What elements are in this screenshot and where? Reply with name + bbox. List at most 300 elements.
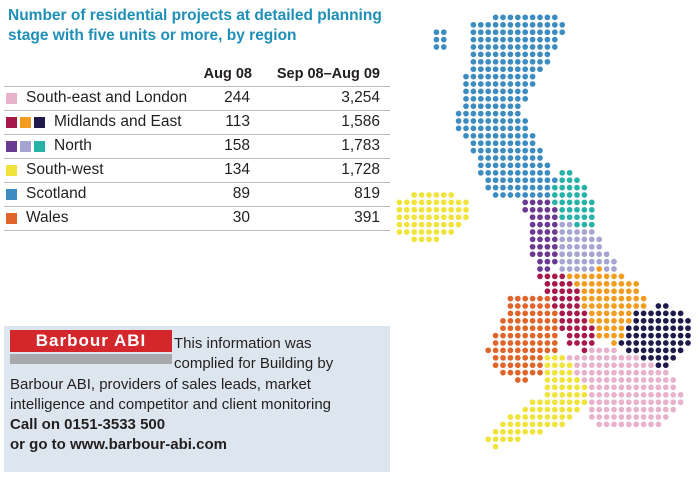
map-dot [508,81,514,87]
map-dot [500,44,506,50]
map-dot [663,325,669,331]
map-dot [493,362,499,368]
map-dot [656,333,662,339]
map-dot [404,207,410,213]
map-dot [508,429,514,435]
map-dot [463,126,469,132]
map-dot [589,237,595,243]
map-dot [508,170,514,176]
map-dot [508,355,514,361]
map-dot [530,22,536,28]
legend-swatch [6,165,17,176]
map-dot [663,355,669,361]
map-dot [663,414,669,420]
map-dot [589,288,595,294]
map-dot [619,325,625,331]
map-dot [567,222,573,228]
map-dot [559,325,565,331]
map-dot [641,303,647,309]
map-dot [582,200,588,206]
map-dot [589,348,595,354]
map-dot [537,340,543,346]
map-dot [552,355,558,361]
map-dot [515,59,521,65]
map-dot [485,29,491,35]
map-dot [626,288,632,294]
map-dot [559,200,565,206]
map-dot [670,399,676,405]
map-dot [582,281,588,287]
map-dot [515,22,521,28]
map-dot [552,311,558,317]
map-dot [574,244,580,250]
map-dot [611,407,617,413]
map-dot [530,429,536,435]
map-dot [552,377,558,383]
map-dot [537,222,543,228]
map-dot [530,414,536,420]
map-dot [663,318,669,324]
map-dot [493,22,499,28]
map-dot [611,355,617,361]
map-dot [559,244,565,250]
map-dot [500,429,506,435]
map-dot [493,59,499,65]
map-dot [411,214,417,220]
map-dot [530,148,536,154]
map-dot [493,148,499,154]
map-dot [559,407,565,413]
map-dot [545,392,551,398]
map-dot [648,325,654,331]
map-dot [508,140,514,146]
map-dot [559,214,565,220]
map-dot [545,15,551,21]
map-dot [574,237,580,243]
map-dot [530,155,536,161]
map-dot [485,89,491,95]
map-dot [611,370,617,376]
map-dot [522,44,528,50]
map-dot [648,377,654,383]
map-dot [582,362,588,368]
map-dot [404,214,410,220]
map-dot [656,348,662,354]
map-dot [589,259,595,265]
map-dot [530,362,536,368]
map-dot [582,251,588,257]
map-dot [448,214,454,220]
map-dot [463,111,469,117]
map-dot [434,214,440,220]
map-dot [530,163,536,169]
map-dot [552,303,558,309]
map-dot [545,407,551,413]
map-dot [596,266,602,272]
map-dot [545,399,551,405]
map-dot [552,325,558,331]
map-dot [582,311,588,317]
map-dot [522,325,528,331]
map-dot [611,348,617,354]
map-dot [559,399,565,405]
map-dot [522,303,528,309]
map-dot [545,192,551,198]
map-dot [663,348,669,354]
map-dot [485,133,491,139]
map-dot [589,296,595,302]
map-dot [478,59,484,65]
map-dot [545,266,551,272]
map-dot [552,177,558,183]
map-dot [582,385,588,391]
map-dot [508,118,514,124]
legend-swatches [6,213,17,224]
map-dot [500,81,506,87]
title-line-2: stage with five units or more, by region [8,27,297,44]
map-dot [619,281,625,287]
info-text-right [174,334,384,374]
map-dot [619,303,625,309]
map-dot [500,148,506,154]
map-dot [582,259,588,265]
map-dot [515,192,521,198]
map-dot [478,155,484,161]
map-dot [478,89,484,95]
map-dot [434,200,440,206]
map-dot [604,266,610,272]
map-dot [611,303,617,309]
map-dot [537,155,543,161]
map-dot [537,66,543,72]
map-dot [582,303,588,309]
map-dot [522,414,528,420]
map-dot [508,103,514,109]
map-dot [633,407,639,413]
map-dot [552,422,558,428]
map-dot [493,177,499,183]
map-dot [545,377,551,383]
map-dot [596,303,602,309]
map-dot [596,259,602,265]
map-dot [537,207,543,213]
map-dot [485,74,491,80]
map-dot [508,37,514,43]
map-dot [493,185,499,191]
legend-swatches [6,165,17,176]
map-dot [670,311,676,317]
map-dot [656,385,662,391]
map-dot [663,311,669,317]
map-dot [545,237,551,243]
map-dot [493,192,499,198]
map-dot [530,192,536,198]
map-dot [508,66,514,72]
map-dot [537,296,543,302]
map-dot [596,385,602,391]
map-dot [493,436,499,442]
map-dot [485,148,491,154]
map-dot [522,348,528,354]
map-dot [604,274,610,280]
map-dot [670,325,676,331]
info-line-3: Barbour ABI, providers of sales leads, market [10,376,311,393]
map-dot [537,303,543,309]
map-dot [604,288,610,294]
map-dot [530,296,536,302]
table-row [4,134,390,158]
map-dot [589,414,595,420]
map-dot [463,118,469,124]
map-dot [648,414,654,420]
map-dot [530,170,536,176]
map-dot [574,200,580,206]
map-dot [426,207,432,213]
map-dot [434,44,440,50]
map-dot [626,281,632,287]
map-dot [471,37,477,43]
map-dot [530,370,536,376]
map-dot [559,207,565,213]
map-dot [559,318,565,324]
map-dot [493,163,499,169]
map-dot [411,222,417,228]
map-dot [441,29,447,35]
map-dot [522,355,528,361]
map-dot [478,163,484,169]
map-dot [545,340,551,346]
map-dot [537,348,543,354]
map-dot [589,385,595,391]
map-dot [596,370,602,376]
map-dot [582,222,588,228]
map-dot [530,303,536,309]
map-dot [626,392,632,398]
value-sep08-aug09: 1,728 [341,161,380,178]
map-dot [515,111,521,117]
map-dot [463,133,469,139]
map-dot [552,385,558,391]
map-dot [552,281,558,287]
map-dot [589,392,595,398]
map-dot [648,407,654,413]
map-dot [515,140,521,146]
info-text-wide [10,375,386,455]
map-dot [545,200,551,206]
logo-underline-bar [10,354,172,364]
map-dot [485,37,491,43]
map-dot [522,377,528,383]
map-dot [552,22,558,28]
map-dot [678,311,684,317]
map-dot [582,237,588,243]
map-dot [559,185,565,191]
map-dot [522,29,528,35]
map-dot [670,407,676,413]
map-dot [567,229,573,235]
map-dot [493,118,499,124]
map-dot [537,185,543,191]
value-aug08: 113 [225,113,250,130]
map-dot [545,281,551,287]
map-dot [545,422,551,428]
map-dot [552,229,558,235]
map-dot [604,355,610,361]
map-dot [596,422,602,428]
map-dot [500,355,506,361]
map-dot [456,214,462,220]
map-dot [485,103,491,109]
map-dot [678,392,684,398]
map-dot [522,15,528,21]
map-dot [493,133,499,139]
map-dot [456,118,462,124]
value-sep08-aug09: 1,783 [341,137,380,154]
map-dot [471,133,477,139]
map-dot [545,214,551,220]
map-dot [626,422,632,428]
map-dot [559,385,565,391]
map-dot [567,340,573,346]
map-dot [567,392,573,398]
map-dot [485,111,491,117]
map-dot [552,348,558,354]
map-dot [633,311,639,317]
map-dot [456,111,462,117]
map-dot [522,163,528,169]
map-dot [582,185,588,191]
map-dot [604,407,610,413]
map-dot [559,251,565,257]
map-dot [485,52,491,58]
map-dot [463,74,469,80]
map-dot [552,362,558,368]
map-dot [633,362,639,368]
map-dot [582,325,588,331]
map-dot [567,214,573,220]
map-dot [493,340,499,346]
map-dot [493,96,499,102]
map-dot [559,370,565,376]
map-dot [463,89,469,95]
map-dot [545,59,551,65]
map-dot [619,362,625,368]
map-dot [471,89,477,95]
map-dot [574,266,580,272]
map-dot [604,318,610,324]
map-dot [559,177,565,183]
map-dot [537,163,543,169]
map-dot [633,318,639,324]
map-dot [500,96,506,102]
map-dot [604,399,610,405]
map-dot [471,118,477,124]
map-dot [604,296,610,302]
map-dot [619,288,625,294]
map-dot [619,399,625,405]
map-dot [537,148,543,154]
map-dot [419,222,425,228]
map-dot [500,362,506,368]
map-dot [500,318,506,324]
map-dot [574,214,580,220]
map-dot [582,229,588,235]
map-dot [508,185,514,191]
map-dot [500,333,506,339]
map-dot [604,251,610,257]
map-dot [574,377,580,383]
map-dot [552,318,558,324]
map-dot [611,311,617,317]
map-dot [545,325,551,331]
title-line-1: Number of residential projects at detailed planning [8,7,382,24]
map-dot [485,155,491,161]
value-sep08-aug09: 391 [354,209,380,226]
map-dot [522,177,528,183]
map-dot [485,126,491,132]
map-dot [441,200,447,206]
map-dot [545,362,551,368]
map-dot [515,74,521,80]
map-dot [545,303,551,309]
map-dot [604,370,610,376]
map-dot [500,155,506,161]
map-dot [582,214,588,220]
map-dot [508,89,514,95]
map-dot [530,333,536,339]
map-dot [515,429,521,435]
map-dot [656,355,662,361]
map-dot [596,237,602,243]
map-dot [530,229,536,235]
map-dot [545,29,551,35]
map-dot [641,422,647,428]
map-dot [478,66,484,72]
map-dot [515,118,521,124]
map-dot [493,15,499,21]
map-dot [426,214,432,220]
map-dot [530,340,536,346]
map-dot [545,185,551,191]
map-dot [500,140,506,146]
map-dot [626,399,632,405]
column-header-sep08-aug09: Sep 08–Aug 09 [276,66,380,82]
legend-swatch [6,213,17,224]
map-dot [626,348,632,354]
map-dot [493,126,499,132]
map-dot [656,318,662,324]
map-dot [619,355,625,361]
map-dot [626,370,632,376]
map-dot [522,362,528,368]
map-dot [641,296,647,302]
map-dot [530,29,536,35]
map-dot [493,444,499,450]
map-dot [478,118,484,124]
map-dot [545,296,551,302]
map-dot [567,177,573,183]
map-dot [500,89,506,95]
map-dot [611,333,617,339]
map-dot [552,185,558,191]
map-dot [485,66,491,72]
map-dot [515,377,521,383]
map-dot [574,318,580,324]
map-dot [485,59,491,65]
map-dot [515,89,521,95]
map-dot [611,399,617,405]
map-dot [515,37,521,43]
